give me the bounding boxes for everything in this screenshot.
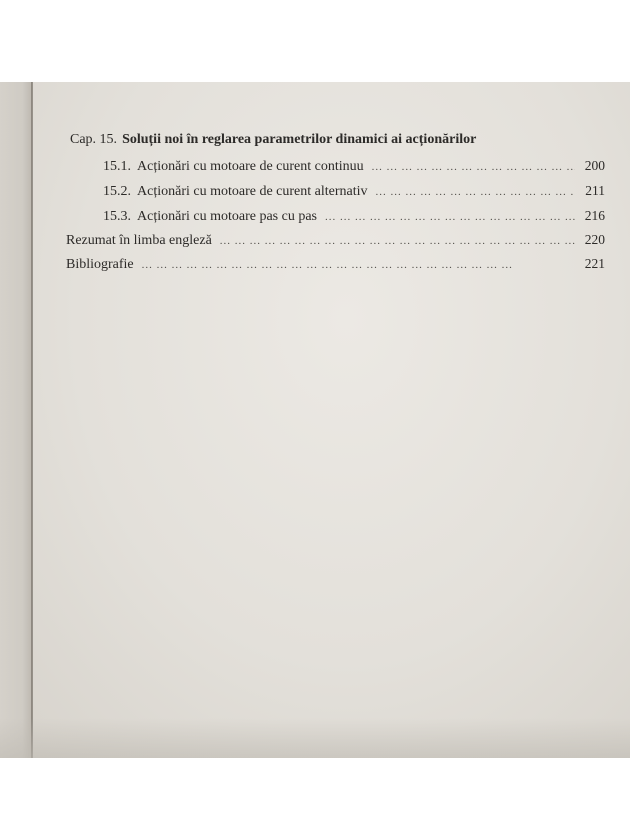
section-number: 15.1.: [103, 159, 131, 174]
toc-entry-15-1: [103, 158, 605, 175]
dot-leader: [142, 259, 575, 271]
page-number: 221: [584, 256, 605, 271]
toc-entry-15-3: [103, 208, 605, 225]
toc-entry-bibliography: [66, 256, 605, 273]
dot-leader: [325, 211, 575, 223]
bibliography-title: Bibliografie: [66, 257, 134, 272]
toc-chapter-15: [70, 132, 610, 148]
page-number: 220: [584, 232, 605, 247]
book-page: [0, 82, 630, 758]
toc-entry-15-2: [103, 183, 605, 200]
dot-leader: [372, 161, 575, 173]
page-number: 200: [584, 158, 605, 173]
chapter-title: Soluții noi în reglarea parametrilor dinamici ai acționărilor: [122, 132, 477, 147]
chapter-number: Cap. 15.: [70, 132, 118, 147]
summary-title: Rezumat în limba engleză: [66, 233, 212, 248]
toc-entry-summary: [66, 232, 605, 249]
section-number: 15.3.: [103, 209, 131, 224]
table-of-contents: [0, 82, 630, 758]
section-title: Acționări cu motoare pas cu pas: [137, 209, 317, 224]
page-shadow: [0, 718, 630, 758]
page-number: 216: [584, 208, 605, 223]
section-title: Acționări cu motoare de curent continuu: [137, 159, 364, 174]
section-number: 15.2.: [103, 184, 131, 199]
dot-leader: [220, 235, 575, 247]
page-number: 211: [585, 183, 605, 198]
dot-leader: [376, 186, 575, 198]
section-title: Acționări cu motoare de curent alternativ: [137, 184, 368, 199]
